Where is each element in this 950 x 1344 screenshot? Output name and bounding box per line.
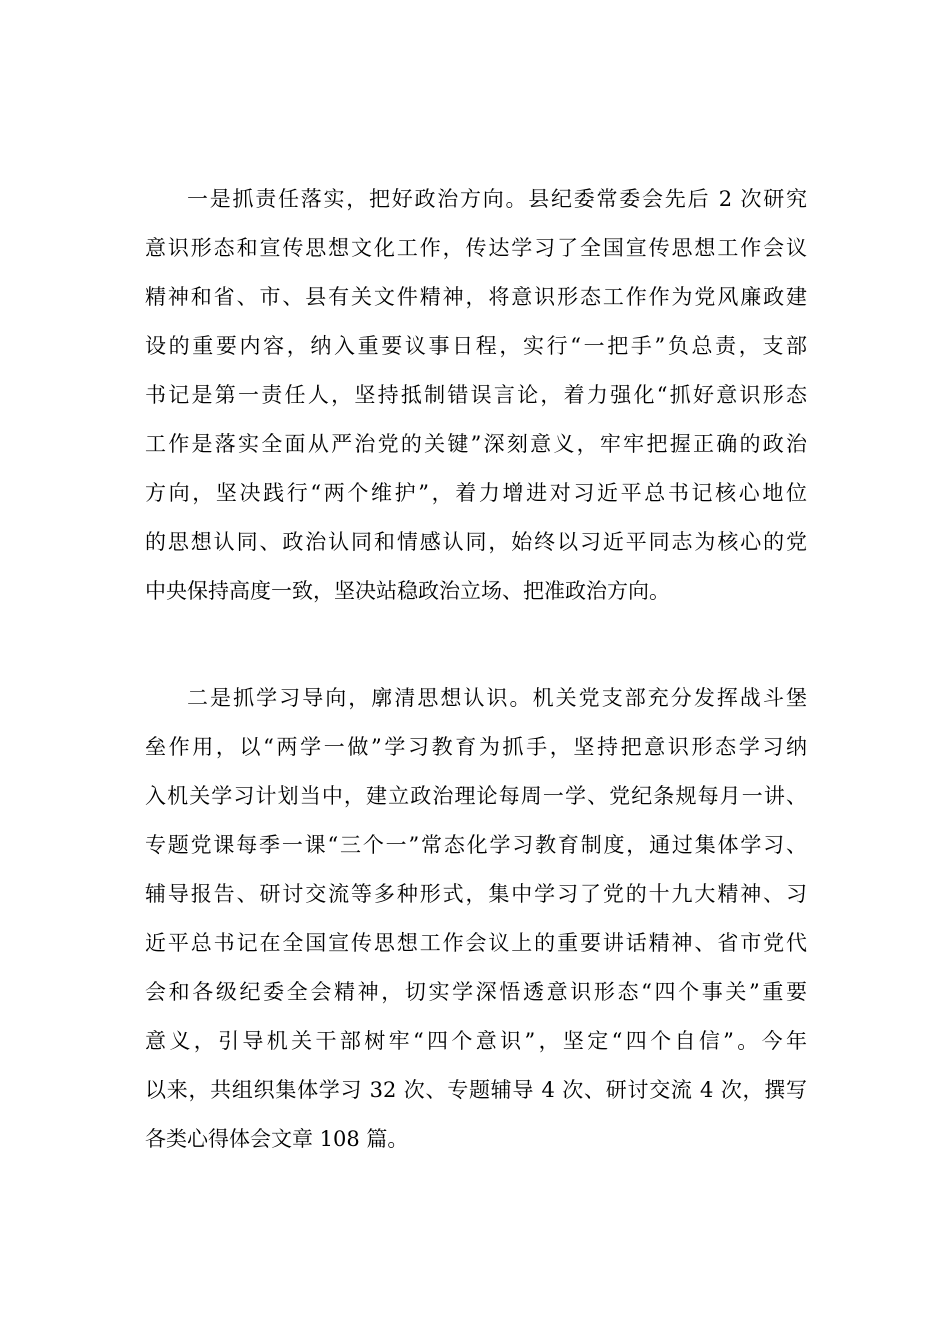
text-line: 书记是第一责任人，坚持抵制错误言论，着力强化“抓好意识形态 — [145, 383, 807, 407]
text-line: 中央保持高度一致，坚决站稳政治立场、把准政治方向。 — [145, 579, 670, 603]
text-line: 会和各级纪委全会精神，切实学深悟透意识形态“四个事关”重要 — [145, 980, 807, 1004]
text-line: 方向，坚决践行“两个维护”，着力增进对习近平总书记核心地位 — [145, 481, 807, 505]
text-line: 工作是落实全面从严治党的关键”深刻意义，牢牢把握正确的政治 — [145, 432, 807, 456]
text-line: 精神和省、市、县有关文件精神，将意识形态工作作为党风廉政建 — [145, 285, 807, 309]
text-line: 意义，引导机关干部树牢“四个意识”，坚定“四个自信”。今年 — [145, 1029, 807, 1053]
text-line: 的思想认同、政治认同和情感认同，始终以习近平同志为核心的党 — [145, 530, 807, 554]
text-line: 辅导报告、研讨交流等多种形式，集中学习了党的十九大精神、习 — [145, 882, 807, 906]
text-line: 一是抓责任落实，把好政治方向。县纪委常委会先后 2 次研究 — [187, 187, 807, 211]
text-line: 设的重要内容，纳入重要议事日程，实行“一把手”负总责，支部 — [145, 334, 807, 358]
text-line: 入机关学习计划当中，建立政治理论每周一学、党纪条规每月一讲、 — [145, 784, 807, 808]
text-line: 近平总书记在全国宣传思想工作会议上的重要讲话精神、省市党代 — [145, 931, 807, 955]
text-line: 意识形态和宣传思想文化工作，传达学习了全国宣传思想工作会议 — [145, 236, 807, 260]
text-line: 各类心得体会文章 108 篇。 — [145, 1127, 409, 1151]
text-line: 专题党课每季一课“三个一”常态化学习教育制度，通过集体学习、 — [145, 833, 807, 857]
paragraph-study — [145, 674, 807, 1164]
text-line: 以来，共组织集体学习 32 次、专题辅导 4 次、研讨交流 4 次，撰写 — [145, 1078, 807, 1102]
paragraph-responsibility — [145, 175, 807, 616]
text-line: 垒作用，以“两学一做”学习教育为抓手，坚持把意识形态学习纳 — [145, 735, 807, 759]
text-line: 二是抓学习导向，廓清思想认识。机关党支部充分发挥战斗堡 — [187, 686, 807, 710]
